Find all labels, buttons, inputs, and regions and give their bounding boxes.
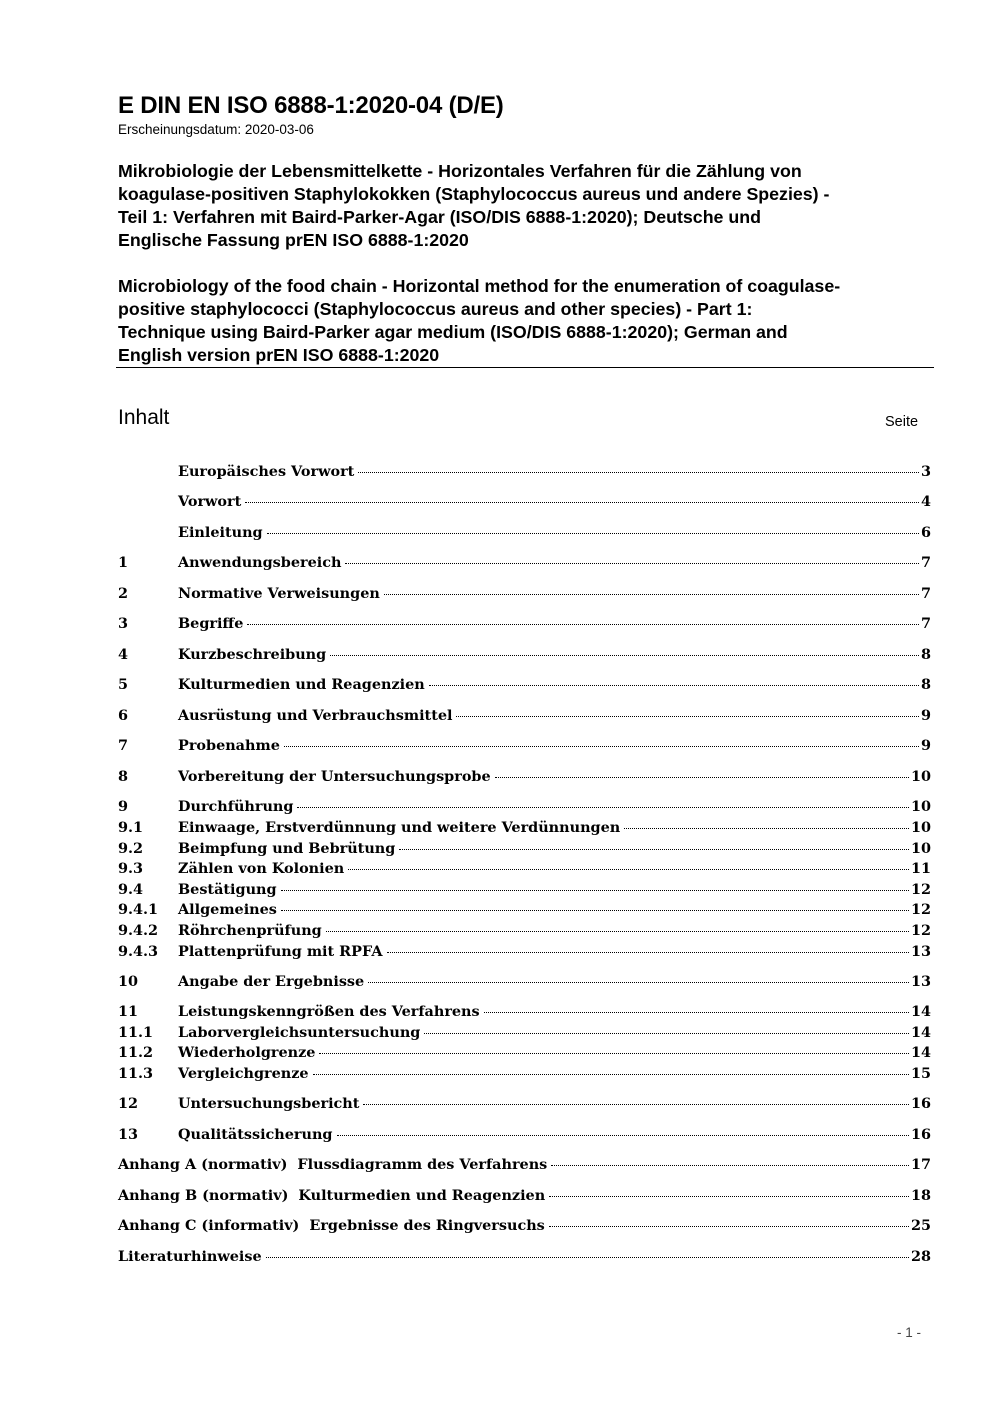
toc-leader-dots [319, 1053, 909, 1054]
toc-entry-page: 12 [910, 901, 931, 918]
toc-entry-title: Kulturmedien und Reagenzien [178, 676, 425, 693]
toc-entry-page: 13 [910, 973, 931, 990]
toc-entry-title: Normative Verweisungen [178, 585, 380, 602]
toc-leader-dots [551, 1165, 909, 1166]
toc-entry-title: Untersuchungsbericht [178, 1095, 360, 1112]
toc-entry[interactable] [118, 676, 931, 696]
toc-entry-page: 25 [910, 1217, 931, 1234]
toc-leader-dots [549, 1226, 909, 1227]
toc-entry-title: Angabe der Ergebnisse [178, 973, 365, 990]
toc-entry[interactable] [118, 585, 931, 605]
toc-leader-dots [245, 502, 919, 503]
toc-entry-number: 2 [118, 585, 129, 602]
toc-entry-title: Anwendungsbereich [178, 554, 342, 571]
title-german-line: Englische Fassung prEN ISO 6888-1:2020 [118, 230, 469, 250]
toc-leader-dots [484, 1012, 909, 1013]
title-english-line: English version prEN ISO 6888-1:2020 [118, 345, 440, 365]
toc-entry-page: 8 [920, 646, 931, 663]
toc-entry[interactable] [118, 840, 931, 860]
toc-entry-title: Wiederholgrenze [178, 1044, 316, 1061]
toc-entry-number: 12 [118, 1095, 139, 1112]
document-id: E DIN EN ISO 6888-1:2020-04 (D/E) [118, 92, 504, 119]
header-divider [116, 367, 934, 368]
toc-entry-number: 9.2 [118, 840, 144, 857]
toc-entry[interactable] [118, 1095, 931, 1115]
toc-entry-title: Anhang C (informativ) Ergebnisse des Ringversuchs [118, 1217, 545, 1234]
toc-entry-number: 11.3 [118, 1065, 154, 1082]
toc-entry-number: 9.1 [118, 819, 144, 836]
toc-leader-dots [348, 869, 909, 870]
toc-entry-page: 11 [910, 860, 931, 877]
toc-leader-dots [358, 472, 919, 473]
toc-entry-page: 12 [910, 922, 931, 939]
toc-entry-page: 10 [910, 798, 931, 815]
toc-entry-number: 9 [118, 798, 129, 815]
toc-entry[interactable] [118, 707, 931, 727]
toc-entry-page: 9 [920, 707, 931, 724]
toc-leader-dots [387, 952, 909, 953]
toc-entry[interactable] [118, 1003, 931, 1023]
toc-entry-title: Laborvergleichsuntersuchung [178, 1024, 421, 1041]
toc-entry-page: 14 [910, 1044, 931, 1061]
toc-entry-number: 8 [118, 768, 129, 785]
toc-entry[interactable] [118, 1126, 931, 1146]
toc-entry-number: 6 [118, 707, 129, 724]
toc-entry-page: 6 [920, 524, 931, 541]
toc-entry-number: 9.4 [118, 881, 144, 898]
toc-entry-title: Vergleichgrenze [178, 1065, 309, 1082]
toc-entry-title: Literaturhinweise [118, 1248, 262, 1265]
toc-entry[interactable] [118, 737, 931, 757]
title-english-line: Technique using Baird-Parker agar medium (ISO/DIS 6888-1:2020); German and [118, 322, 788, 342]
toc-entry-title: Zählen von Kolonien [178, 860, 345, 877]
publication-date: Erscheinungsdatum: 2020-03-06 [118, 122, 314, 137]
toc-leader-dots [345, 563, 919, 564]
toc-leader-dots [266, 1257, 909, 1258]
toc-entry[interactable] [118, 463, 931, 483]
toc-entry-number: 9.4.1 [118, 901, 159, 918]
toc-entry-number: 13 [118, 1126, 139, 1143]
toc-entry-page: 28 [910, 1248, 931, 1265]
toc-leader-dots [313, 1074, 909, 1075]
toc-entry-number: 4 [118, 646, 129, 663]
toc-entry-number: 3 [118, 615, 129, 632]
toc-entry-title: Ausrüstung und Verbrauchsmittel [178, 707, 453, 724]
toc-leader-dots [429, 685, 919, 686]
toc-entry[interactable] [118, 922, 931, 942]
toc-entry-title: Einwaage, Erstverdünnung und weitere Verdünnungen [178, 819, 621, 836]
toc-leader-dots [368, 982, 909, 983]
toc-entry-page: 7 [920, 554, 931, 571]
toc-leader-dots [297, 807, 909, 808]
toc-entry-page: 10 [910, 840, 931, 857]
toc-entry[interactable] [118, 881, 931, 901]
toc-entry[interactable] [118, 1024, 931, 1044]
toc-leader-dots [363, 1104, 909, 1105]
toc-entry-number: 5 [118, 676, 129, 693]
toc-entry-title: Einleitung [178, 524, 263, 541]
toc-leader-dots [549, 1196, 909, 1197]
toc-entry[interactable] [118, 1065, 931, 1085]
toc-leader-dots [384, 594, 919, 595]
toc-entry[interactable] [118, 860, 931, 880]
toc-entry-title: Qualitätssicherung [178, 1126, 333, 1143]
toc-entry-title: Kurzbeschreibung [178, 646, 327, 663]
toc-entry[interactable] [118, 901, 931, 921]
toc-entry-page: 18 [910, 1187, 931, 1204]
toc-leader-dots [284, 746, 919, 747]
toc-entry-title: Vorwort [178, 493, 242, 510]
toc-entry-number: 10 [118, 973, 139, 990]
toc-entry-title: Durchführung [178, 798, 294, 815]
title-english [118, 275, 938, 367]
toc-leader-dots [337, 1135, 909, 1136]
toc-entry[interactable] [118, 646, 931, 666]
toc-entry-number: 11.1 [118, 1024, 154, 1041]
toc-entry-page: 17 [910, 1156, 931, 1173]
title-german-line: Teil 1: Verfahren mit Baird-Parker-Agar (ISO/DIS 6888-1:2020); Deutsche und [118, 207, 761, 227]
toc-entry-title: Vorbereitung der Untersuchungsprobe [178, 768, 491, 785]
toc-entry-number: 9.4.3 [118, 943, 159, 960]
title-german-line: koagulase-positiven Staphylokokken (Staphylococcus aureus und andere Spezies) - [118, 184, 830, 204]
toc-entry[interactable] [118, 768, 931, 788]
toc-entry-number: 11.2 [118, 1044, 154, 1061]
toc-entry-title: Probenahme [178, 737, 280, 754]
toc-entry-page: 3 [920, 463, 931, 480]
toc-entry-number: 11 [118, 1003, 139, 1020]
toc-entry[interactable] [118, 615, 931, 635]
toc-entry-page: 10 [910, 819, 931, 836]
toc-leader-dots [330, 655, 919, 656]
toc-entry-number: 9.4.2 [118, 922, 159, 939]
toc-entry-title: Allgemeines [178, 901, 277, 918]
toc-entry-number: 9.3 [118, 860, 144, 877]
toc-entry-page: 16 [910, 1095, 931, 1112]
toc-entry-page: 7 [920, 585, 931, 602]
title-german-line: Mikrobiologie der Lebensmittelkette - Horizontales Verfahren für die Zählung von [118, 161, 802, 181]
title-english-line: Microbiology of the food chain - Horizontal method for the enumeration of coagulase- [118, 276, 841, 296]
toc-entry-title: Röhrchenprüfung [178, 922, 322, 939]
toc-entry-page: 7 [920, 615, 931, 632]
toc-entry[interactable] [118, 554, 931, 574]
toc-entry[interactable] [118, 524, 931, 544]
toc-leader-dots [281, 890, 909, 891]
toc-entry-page: 9 [920, 737, 931, 754]
toc-heading: Inhalt [118, 406, 170, 429]
toc-entry-page: 13 [910, 943, 931, 960]
page-number: - 1 - [897, 1325, 922, 1340]
toc-entry-title: Beimpfung und Bebrütung [178, 840, 396, 857]
toc-entry[interactable] [118, 1217, 931, 1237]
toc-entry[interactable] [118, 973, 931, 993]
toc-entry-page: 14 [910, 1024, 931, 1041]
toc-entry-page: 15 [910, 1065, 931, 1082]
toc-entry-page: 14 [910, 1003, 931, 1020]
toc-entry[interactable] [118, 943, 931, 963]
toc-entry[interactable] [118, 493, 931, 513]
toc-entry-page: 8 [920, 676, 931, 693]
toc-leader-dots [247, 624, 919, 625]
toc-entry-title: Bestätigung [178, 881, 277, 898]
toc-leader-dots [495, 777, 909, 778]
title-english-line: positive staphylococci (Staphylococcus aureus and other species) - Part 1: [118, 299, 753, 319]
toc-entry-number: 7 [118, 737, 129, 754]
title-german [118, 160, 938, 252]
toc-leader-dots [624, 828, 909, 829]
toc-entry-number: 1 [118, 554, 129, 571]
toc-entry[interactable] [118, 819, 931, 839]
toc-page-column-label: Seite [885, 414, 919, 430]
toc-entry-page: 16 [910, 1126, 931, 1143]
toc-leader-dots [399, 849, 909, 850]
toc-leader-dots [456, 716, 919, 717]
toc-entry-page: 4 [920, 493, 931, 510]
toc-entry-page: 10 [910, 768, 931, 785]
toc-entry[interactable] [118, 1156, 931, 1176]
toc-entry-title: Leistungskenngrößen des Verfahrens [178, 1003, 480, 1020]
toc-entry-title: Europäisches Vorwort [178, 463, 355, 480]
toc-entry[interactable] [118, 798, 931, 818]
toc-leader-dots [281, 910, 909, 911]
toc-entry[interactable] [118, 1044, 931, 1064]
toc-leader-dots [267, 533, 919, 534]
toc-entry-title: Begriffe [178, 615, 244, 632]
toc-entry-title: Anhang A (normativ) Flussdiagramm des Verfahrens [118, 1156, 548, 1173]
toc-entry-title: Plattenprüfung mit RPFA [178, 943, 383, 960]
toc-entry-title: Anhang B (normativ) Kulturmedien und Reagenzien [118, 1187, 546, 1204]
toc-entry-page: 12 [910, 881, 931, 898]
toc-entry[interactable] [118, 1248, 931, 1268]
toc-leader-dots [326, 931, 909, 932]
toc-entry[interactable] [118, 1187, 931, 1207]
toc-leader-dots [424, 1033, 909, 1034]
